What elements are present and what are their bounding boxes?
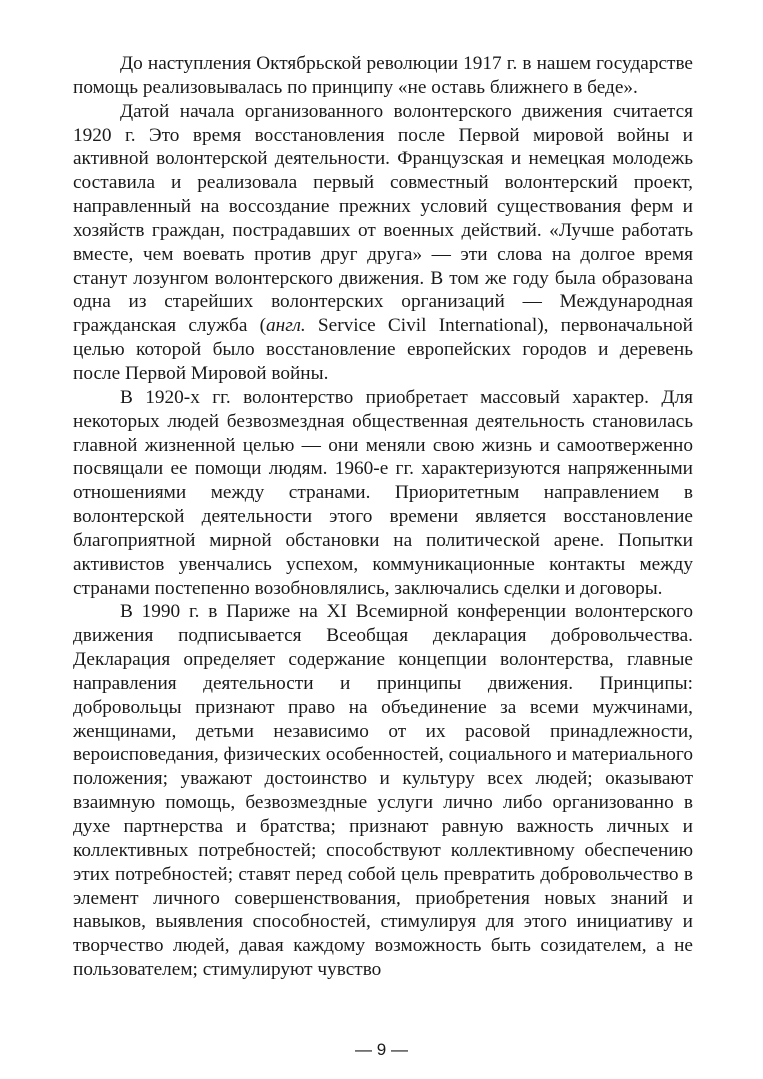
paragraph-3: В 1920-х гг. волонтерство приобретает массовый характер. Для некоторых людей безвозмездная общественная деятельность становилась главной жизненной целью — они меняли свою жизнь и самоотверженно посвящали ее помощи людям. 1960-е гг. характеризуются напряженными отношениями между странами. Приоритетным направлением в волонтерской деятельности этого времени является восстановление благоприятной мирной обстановки на политической арене. Попытки активистов увенчались успехом, коммуникационные контакты между странами постепенно возобновлялись, заключались сделки и договоры. xyxy=(73,386,693,599)
paragraph-2 xyxy=(73,100,693,386)
paragraph-4: В 1990 г. в Париже на XI Всемирной конференции волонтерского движения подписывается Всеобщая декларация добровольчества. Декларация определяет содержание концепции волонтерства, главные направления деятельности и принципы движения. Принципы: добровольцы признают право на объединение за всеми мужчинами, женщинами, детьми независимо от их расовой принадлежности, вероисповедания, физических особенностей, социального и материального положения; уважают достоинство и культуру всех людей; оказывают взаимную помощь, безвозмездные услуги лично либо организованно в духе партнерства и братства; признают равную важность личных и коллективных потребностей; способствуют коллективному обеспечению этих потребностей; ставят перед собой цель превратить добровольчество в элемент личного совершенствования, приобретения новых знаний и навыков, выявления способностей, стимулируя для этого инициативу и творчество людей, давая каждому возможность быть созидателем, а не пользователем; стимулируют чувство xyxy=(73,601,693,981)
page-body xyxy=(73,52,693,982)
paragraph-1: До наступления Октябрьской революции 1917 г. в нашем государстве помощь реализовывалась по принципу «не оставь ближнего в беде». xyxy=(73,53,693,98)
page-number: — 9 — xyxy=(355,1040,408,1059)
paragraph-2-continued: Service Civil International), первоначальной целью которой было восстановление европейских городов и деревень после Первой Мировой войны. xyxy=(73,315,693,384)
paragraph-2-text: Датой начала организованного волонтерского движения считается 1920 г. Это время восстановления после Первой мировой войны и активной волонтерской деятельности. Французская и немецкая молодежь составила и реализовала первый совместный волонтерский проект, направленный на воссоздание прежних условий существования ферм и хозяйств граждан, пострадавших от военных действий. «Лучше работать вместе, чем воевать против друг друга» — эти слова на долгое время станут лозунгом волонтерского движения. В том же году была образована одна из старейших волонтерских организаций — Международная гражданская служба ( xyxy=(73,100,693,337)
abbreviation-italic: англ. xyxy=(266,315,306,337)
